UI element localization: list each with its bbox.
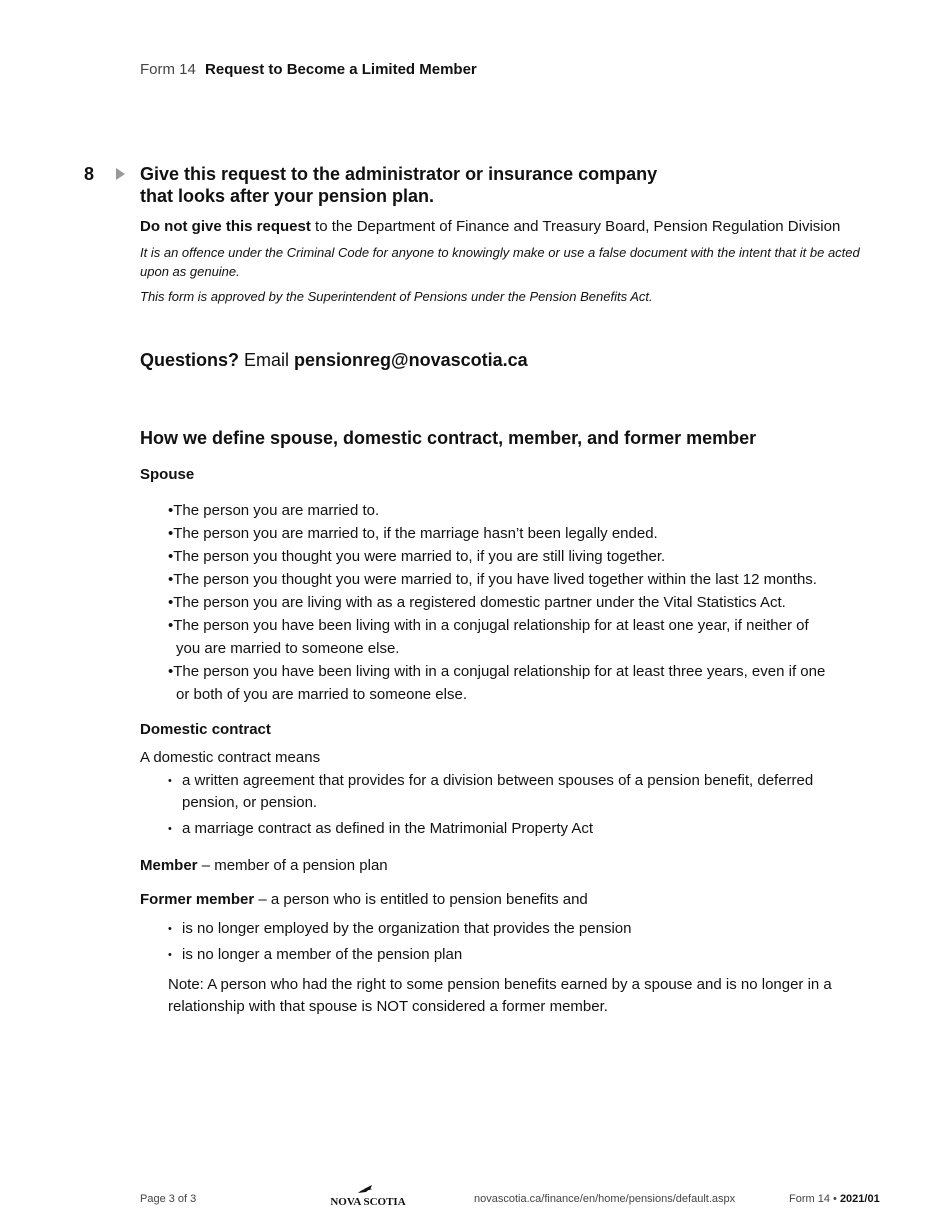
definitions-section xyxy=(140,426,880,1018)
page-number: Page 3 of 3 xyxy=(140,1193,197,1205)
questions-line xyxy=(140,348,528,372)
spouse-item-continuation: you are married to someone else. xyxy=(176,640,400,657)
list-item: • a written agreement that provides for a division between spouses of a pension benefit, deferred pension, or pension. xyxy=(168,770,858,814)
former-member-def: – a person who is entitled to pension benefits and xyxy=(254,891,588,908)
domestic-contract-heading: Domestic contract xyxy=(140,721,271,738)
footer-form-number: Form 14 • xyxy=(789,1193,837,1205)
list-item xyxy=(168,568,868,591)
domestic-intro: A domestic contract means xyxy=(140,749,321,766)
step-heading-line1: Give this request to the administrator or insurance company xyxy=(140,164,658,184)
list-item xyxy=(168,522,868,545)
member-term: Member xyxy=(140,857,198,874)
form-title: Request to Become a Limited Member xyxy=(205,61,477,78)
definitions-heading: How we define spouse, domestic contract, member, and former member xyxy=(140,428,757,448)
member-def: – member of a pension plan xyxy=(197,857,388,874)
do-not-give-rest: to the Department of Finance and Treasury Board, Pension Regulation Division xyxy=(310,218,841,235)
former-member-note: Note: A person who had the right to some pension benefits earned by a spouse and is no longer in a relationship with that spouse is NOT considered a former member. xyxy=(168,976,832,1015)
step-body xyxy=(140,163,880,306)
list-item xyxy=(168,660,868,706)
questions-label: Questions? xyxy=(140,350,240,370)
nova-scotia-logo xyxy=(328,1184,408,1208)
page-footer xyxy=(0,1190,950,1210)
list-item xyxy=(168,499,868,522)
member-definition xyxy=(140,856,880,876)
spouse-item-text: •The person you thought you were married to, if you have lived together within the last 12 months. xyxy=(168,571,817,588)
list-item: • is no longer a member of the pension plan xyxy=(168,944,858,966)
list-item: • a marriage contract as defined in the Matrimonial Property Act xyxy=(168,818,858,840)
footer-form-ref xyxy=(789,1193,880,1205)
spouse-item-text: •The person you have been living with in a conjugal relationship for at least three years, even if one xyxy=(168,663,826,680)
spouse-heading: Spouse xyxy=(140,466,195,483)
spouse-list xyxy=(168,499,868,706)
former-member-definition xyxy=(140,890,880,910)
questions-email-word: Email xyxy=(239,350,295,370)
step-arrow-icon xyxy=(116,168,125,180)
step-number: 8 xyxy=(84,164,95,184)
step-heading xyxy=(140,163,880,207)
former-member-list xyxy=(168,918,858,966)
page-header xyxy=(140,60,477,80)
list-item xyxy=(168,614,868,660)
former-member-term: Former member xyxy=(140,891,255,908)
do-not-give-line xyxy=(140,217,880,237)
offence-note: It is an offence under the Criminal Code for anyone to knowingly make or use a false document with the intent that it be acted upon as genuine. xyxy=(140,245,860,279)
footer-form-date: 2021/01 xyxy=(839,1193,880,1205)
spouse-item-text: •The person you thought you were married to, if you are still living together. xyxy=(168,548,666,565)
form-number: Form 14 xyxy=(140,61,196,78)
domestic-list xyxy=(168,770,858,840)
questions-email-link[interactable]: pensionreg@novascotia.ca xyxy=(294,350,528,370)
footer-url[interactable]: novascotia.ca/finance/en/home/pensions/default.aspx xyxy=(474,1193,736,1205)
spouse-item-continuation: or both of you are married to someone else. xyxy=(176,686,467,703)
spouse-item-text: •The person you have been living with in a conjugal relationship for at least one year, if neither of xyxy=(168,617,809,634)
spouse-item-text: •The person you are living with as a registered domestic partner under the Vital Statistics Act. xyxy=(168,594,786,611)
approval-note: This form is approved by the Superintendent of Pensions under the Pension Benefits Act. xyxy=(140,289,653,304)
list-item xyxy=(168,591,868,614)
list-item xyxy=(168,545,868,568)
list-item: • is no longer employed by the organization that provides the pension xyxy=(168,918,858,940)
logo-text: NOVA SCOTIA xyxy=(330,1196,406,1208)
spouse-item-text: •The person you are married to, if the marriage hasn’t been legally ended. xyxy=(168,525,658,542)
do-not-give-bold: Do not give this request xyxy=(140,218,311,235)
step-heading-line2: that looks after your pension plan. xyxy=(140,186,435,206)
spouse-item-text: •The person you are married to. xyxy=(168,502,380,519)
